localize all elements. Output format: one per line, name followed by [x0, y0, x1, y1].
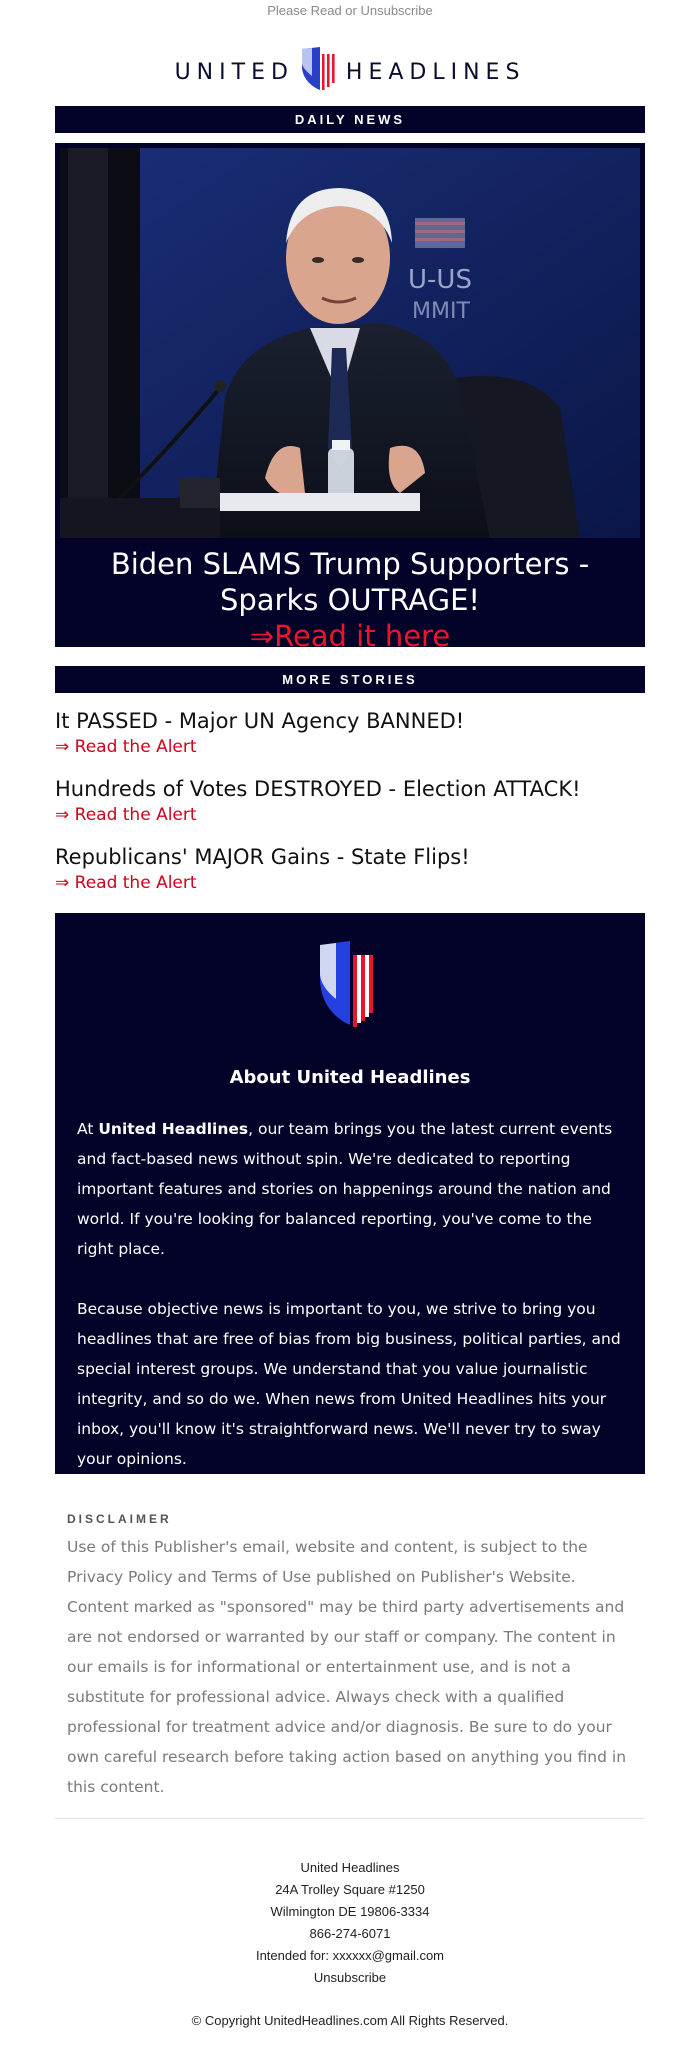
about-title: About United Headlines [229, 1067, 471, 1088]
about-section [55, 913, 645, 1474]
footer-company: United Headlines [300, 1860, 400, 1875]
footer [0, 1857, 700, 1989]
story-title[interactable]: It PASSED - Major UN Agency BANNED! [55, 709, 465, 733]
logo-word-left: UNITED [174, 59, 294, 85]
story-item [55, 775, 645, 827]
story-item [55, 707, 645, 759]
hero-photo[interactable] [60, 148, 640, 538]
daily-news-bar: DAILY NEWS [55, 106, 645, 133]
hero-headline[interactable]: Biden SLAMS Trump Supporters - Sparks OUTRAGE! [110, 547, 590, 617]
svg-text:U-US: U-US [408, 265, 472, 295]
footer-phone: 866-274-6071 [309, 1926, 391, 1941]
brand-logo[interactable] [0, 38, 700, 106]
preheader [0, 0, 700, 21]
about-paragraph-1 [77, 1114, 623, 1264]
shield-logo-icon [300, 46, 340, 99]
copyright: © Copyright UnitedHeadlines.com All Rights Reserved. [191, 2013, 509, 2028]
disclaimer-section [55, 1512, 645, 1802]
footer-address-line-2: Wilmington DE 19806-3334 [270, 1904, 430, 1919]
svg-text:MMIT: MMIT [412, 299, 470, 324]
logo-word-right: HEADLINES [345, 59, 526, 85]
hero-story [55, 143, 645, 653]
footer-intended-for: Intended for: xxxxxx@gmail.com [255, 1948, 445, 1963]
unsubscribe-link[interactable]: Unsubscribe [313, 1970, 387, 1985]
story-title[interactable]: Republicans' MAJOR Gains - State Flips! [55, 845, 470, 869]
disclaimer-text: Use of this Publisher's email, website and content, is subject to the Privacy Policy and Terms of Use published on Publisher's Website. Content marked as "sponsored" may be third party advertisements and are not endorsed or warranted by our staff or company. The content in our emails is for informational or entertainment use, and is not a substitute for professional advice. Always check with a qualified professional for treatment advice and/or diagnosis. Be sure to do your own careful research before taking action based on anything you find in this content. [67, 1538, 627, 1796]
story-title[interactable]: Hundreds of Votes DESTROYED - Election ATTACK! [55, 777, 581, 801]
divider [55, 1818, 645, 1819]
about-p1-prefix: At [77, 1120, 99, 1138]
story-read-link[interactable]: ⇒ Read the Alert [55, 805, 197, 825]
about-brand-bold: United Headlines [98, 1120, 249, 1138]
about-p1-rest: , our team brings you the latest current events and fact-based news without spin. We're dedicated to reporting important features and stories on happenings around the nation and world. If you're looking for balanced reporting, you've come to the right place. [77, 1120, 613, 1258]
more-stories-bar: MORE STORIES [55, 666, 645, 693]
disclaimer-heading: DISCLAIMER [67, 1512, 172, 1526]
story-read-link[interactable]: ⇒ Read the Alert [55, 737, 197, 757]
about-paragraph-2: Because objective news is important to you, we strive to bring you headlines that are free of bias from big business, political parties, and special interest groups. We understand that you value journalistic integrity, and so do we. When news from United Headlines hits your inbox, you'll know it's straightforward news. We'll never try to sway your opinions. [77, 1300, 621, 1468]
hero-read-link[interactable]: ⇒Read it here [249, 619, 451, 653]
preheader-link[interactable]: Please Read or Unsubscribe [267, 3, 433, 18]
story-item [55, 843, 645, 895]
story-read-link[interactable]: ⇒ Read the Alert [55, 873, 197, 893]
footer-address-line-1: 24A Trolley Square #1250 [275, 1882, 425, 1897]
shield-logo-icon [77, 941, 623, 1037]
